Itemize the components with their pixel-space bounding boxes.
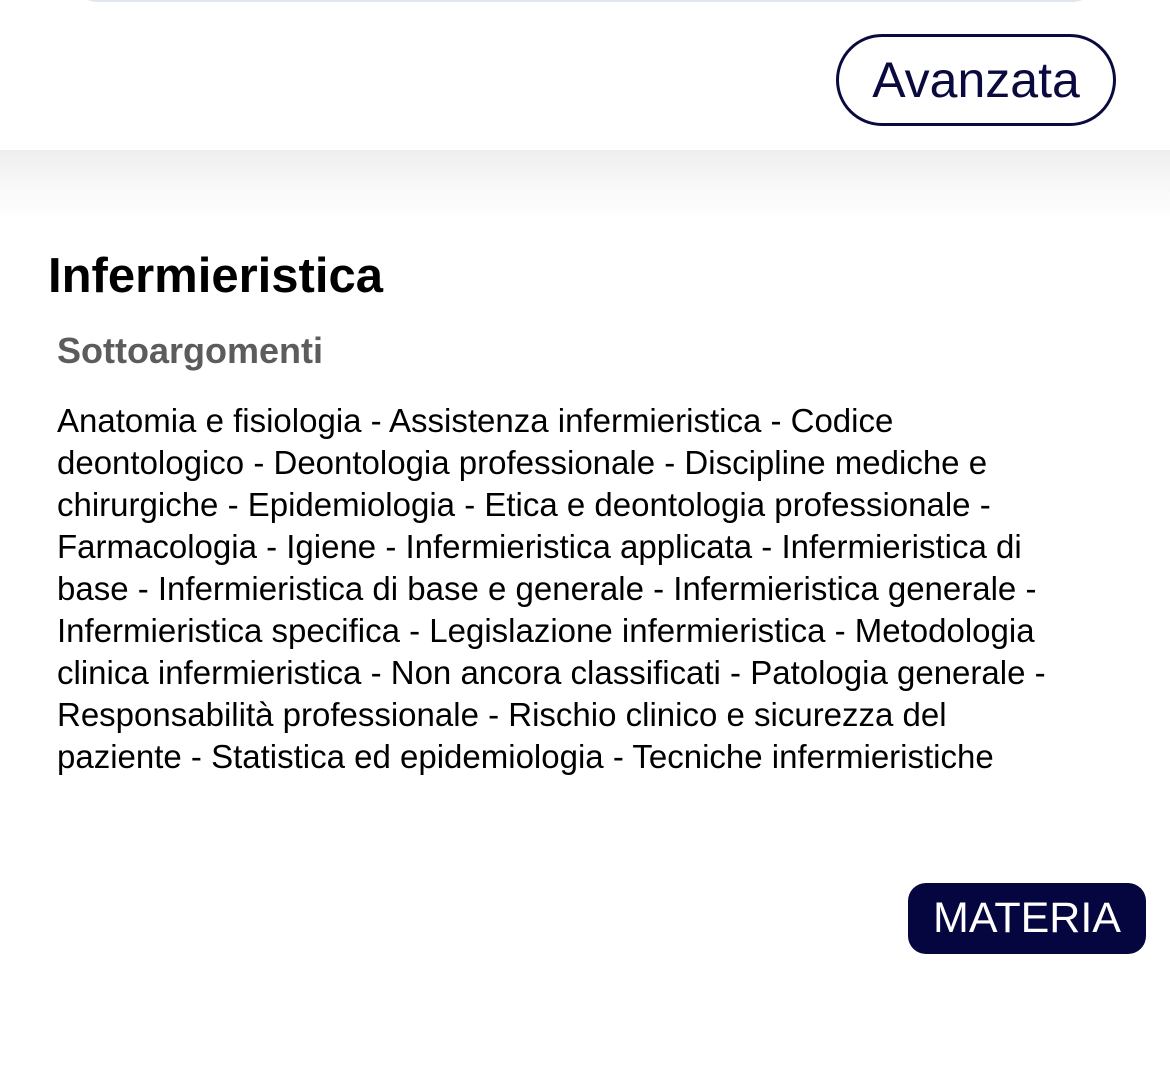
search-field[interactable] xyxy=(70,0,1100,2)
header-shadow xyxy=(0,150,1170,220)
subtopics-heading: Sottoargomenti xyxy=(57,330,323,371)
subject-type-badge: MATERIA xyxy=(908,883,1146,954)
advanced-search-button[interactable]: Avanzata xyxy=(836,34,1116,126)
subject-card[interactable] xyxy=(0,220,1170,1071)
subtopics-list: Anatomia e fisiologia - Assistenza infermieristica - Codice deontologico - Deontologia professionale - Discipline mediche e chirurgiche - Epidemiologia - Etica e deontologia professionale - Farmacologia - Igiene - Infermieristica applicata - Infermieristica di base - Infermieristica di base e generale - Infermieristica generale - Infermieristica specifica - Legislazione infermieristica - Metodologia clinica infermieristica - Non ancora classificati - Patologia generale - Responsabilità professionale - Rischio clinico e sicurezza del paziente - Statistica ed epidemiologia - Tecniche infermieristiche xyxy=(57,402,1046,775)
search-header xyxy=(0,0,1170,150)
subject-title: Infermieristica xyxy=(48,249,383,303)
